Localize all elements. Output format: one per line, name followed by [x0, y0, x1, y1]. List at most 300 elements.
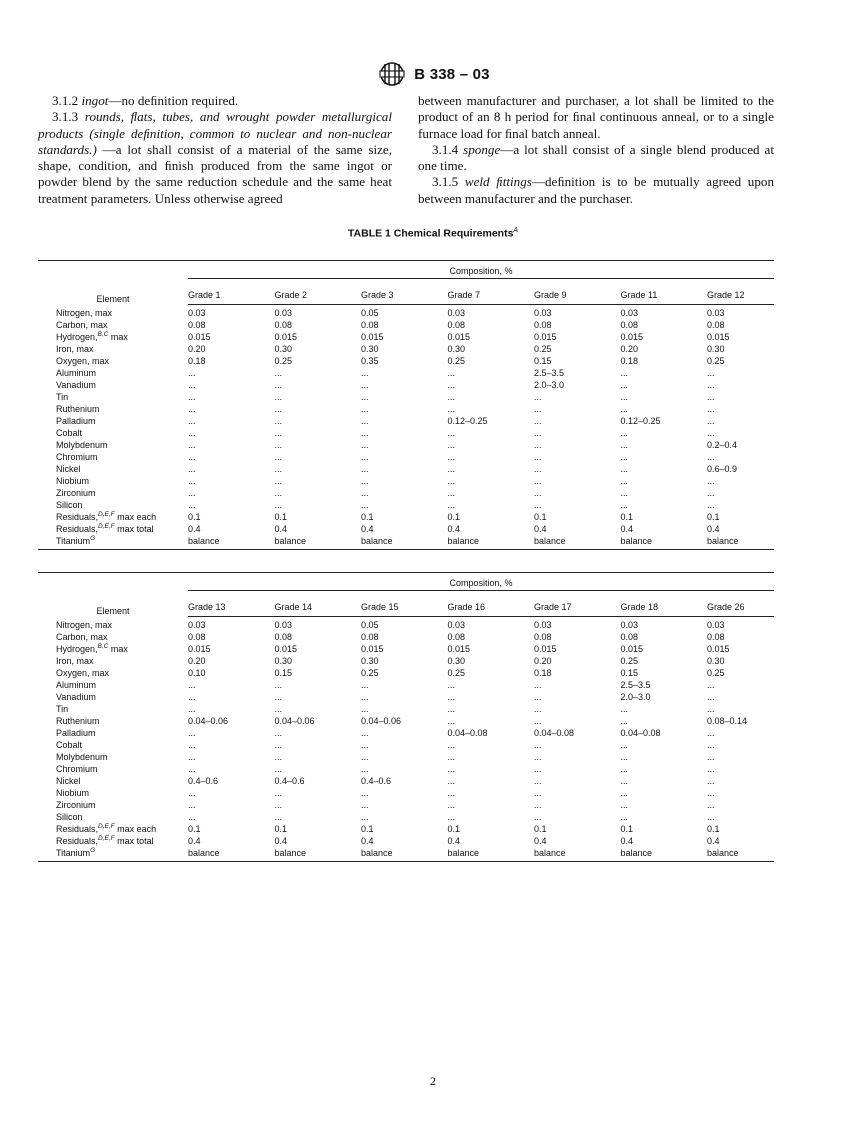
- table-row: [38, 617, 774, 632]
- composition-value: 0.4: [534, 836, 547, 846]
- composition-value: 0.08: [361, 320, 379, 330]
- table-row: [38, 499, 774, 511]
- composition-value: 0.03: [447, 620, 466, 630]
- composition-value: ...: [274, 452, 283, 462]
- grade-header: Grade 11: [621, 279, 708, 305]
- composition-value: 0.25: [447, 668, 466, 678]
- composition-value: 0.35: [361, 356, 379, 366]
- composition-value: ...: [620, 452, 629, 462]
- composition-value: 0.25: [274, 356, 293, 366]
- composition-value: ...: [188, 752, 196, 762]
- grade-header: Grade 9: [534, 279, 621, 305]
- composition-value: ...: [707, 476, 715, 486]
- right-text-column: [418, 93, 774, 207]
- composition-value: ...: [707, 428, 715, 438]
- element-label: Aluminum: [56, 368, 97, 378]
- composition-value: ...: [188, 368, 196, 378]
- table-title: [0, 227, 866, 240]
- table-row: [38, 655, 774, 667]
- composition-value: ...: [361, 800, 369, 810]
- section-3-1-4: [418, 142, 774, 175]
- composition-value: 0.04–0.08: [620, 728, 661, 738]
- composition-value: ...: [534, 416, 542, 426]
- composition-value: 0.03: [447, 308, 466, 318]
- composition-value: ...: [707, 368, 715, 378]
- element-name: [38, 343, 188, 355]
- composition-value: 0.4–0.6: [188, 776, 219, 786]
- composition-value: ...: [620, 704, 629, 714]
- composition-value: balance: [275, 847, 362, 862]
- composition-value: 0.08: [620, 632, 639, 642]
- element-label: Residuals,: [56, 512, 99, 522]
- composition-value: ...: [534, 680, 542, 690]
- composition-value: 0.1: [274, 512, 288, 522]
- grade-header: Grade 12: [707, 279, 774, 305]
- element-label: Oxygen, max: [56, 668, 110, 678]
- table-row: [38, 415, 774, 427]
- composition-value: ...: [534, 716, 542, 726]
- composition-value: ...: [620, 488, 629, 498]
- composition-value: 0.1: [274, 824, 288, 834]
- composition-value: 0.4: [361, 524, 374, 534]
- composition-value: ...: [534, 800, 542, 810]
- grade-header: Grade 26: [707, 591, 774, 617]
- composition-value: 0.015: [361, 644, 384, 654]
- composition-value: ...: [534, 752, 542, 762]
- composition-value: 0.25: [361, 668, 379, 678]
- composition-value: ...: [620, 404, 629, 414]
- composition-value: ...: [274, 812, 283, 822]
- element-label: Nitrogen, max: [56, 307, 113, 318]
- composition-value: 0.18: [188, 356, 206, 366]
- composition-value: balance: [275, 535, 362, 550]
- composition-value: ...: [534, 740, 542, 750]
- element-label: Chromium: [56, 452, 98, 462]
- composition-value: 0.08: [188, 632, 206, 642]
- element-name: [38, 535, 188, 550]
- composition-value: 0.1: [534, 824, 547, 834]
- composition-value: 0.015: [274, 332, 298, 342]
- element-label: Ruthenium: [56, 716, 100, 726]
- composition-value: ...: [534, 692, 542, 702]
- element-name: [38, 439, 188, 451]
- element-name: [38, 751, 188, 763]
- table-row: [38, 487, 774, 499]
- composition-value: 0.1: [707, 512, 720, 522]
- section-3-1-2: [38, 93, 392, 109]
- element-name: [38, 763, 188, 775]
- table-row: [38, 305, 774, 320]
- page-header: [0, 60, 866, 88]
- composition-value: ...: [620, 392, 629, 402]
- element-name: [38, 511, 188, 523]
- element-label: Iron, max: [56, 344, 94, 354]
- table-row: [38, 367, 774, 379]
- footnote-mark: G: [90, 535, 96, 542]
- composition-value: 0.08: [361, 632, 379, 642]
- composition-value: 0.08: [274, 632, 293, 642]
- composition-value: 0.08: [188, 320, 206, 330]
- table-row: [38, 331, 774, 343]
- composition-value: balance: [621, 535, 708, 550]
- composition-value: ...: [447, 488, 456, 498]
- element-label: Residuals,: [56, 836, 99, 846]
- composition-value: ...: [534, 764, 542, 774]
- composition-value: ...: [620, 380, 629, 390]
- element-label: Aluminum: [56, 680, 97, 690]
- composition-value: 0.015: [447, 644, 471, 654]
- composition-value: ...: [534, 464, 542, 474]
- composition-value: ...: [361, 692, 369, 702]
- element-name: [38, 643, 188, 655]
- element-name: [38, 475, 188, 487]
- composition-value: ...: [188, 464, 196, 474]
- composition-value: ...: [620, 476, 629, 486]
- table-row: [38, 835, 774, 847]
- composition-value: 0.4: [188, 836, 201, 846]
- element-name: [38, 667, 188, 679]
- element-label: Niobium: [56, 788, 90, 798]
- element-label: Titanium: [56, 848, 91, 858]
- composition-value: ...: [534, 788, 542, 798]
- composition-value: 0.015: [707, 644, 730, 654]
- composition-value: ...: [620, 812, 629, 822]
- element-label: Cobalt: [56, 428, 83, 438]
- composition-value: ...: [188, 812, 196, 822]
- composition-value: 0.03: [274, 620, 293, 630]
- composition-value: 0.30: [447, 656, 466, 666]
- composition-value: ...: [447, 704, 456, 714]
- element-name: [38, 403, 188, 415]
- composition-value: ...: [707, 812, 715, 822]
- composition-value: ...: [447, 380, 456, 390]
- composition-value: ...: [188, 428, 196, 438]
- element-name: [38, 727, 188, 739]
- composition-value: ...: [447, 404, 456, 414]
- composition-value: ...: [274, 464, 283, 474]
- composition-value: 0.20: [188, 656, 206, 666]
- element-label: Vanadium: [56, 692, 96, 702]
- composition-value: 0.08: [707, 632, 725, 642]
- element-header: Element: [38, 573, 188, 617]
- composition-value: ...: [274, 500, 283, 510]
- term: rounds, ﬂats, tubes, and wrought powder metallurgical products (single deﬁnition, common to nuclear and non-nuclear standards.): [38, 109, 392, 157]
- composition-value: ...: [361, 812, 369, 822]
- composition-value: ...: [274, 704, 283, 714]
- composition-value: ...: [361, 740, 369, 750]
- composition-value: ...: [188, 440, 196, 450]
- composition-value: ...: [361, 416, 369, 426]
- composition-value: 0.015: [188, 332, 211, 342]
- composition-value: 0.08: [534, 320, 552, 330]
- grade-header: Grade 15: [361, 591, 448, 617]
- composition-value: ...: [361, 440, 369, 450]
- composition-value: 0.04–0.06: [361, 716, 402, 726]
- grade-header: Grade 13: [188, 591, 275, 617]
- element-label: Niobium: [56, 476, 90, 486]
- chemical-requirements-table-part1: [38, 260, 774, 550]
- composition-value: 0.1: [361, 824, 374, 834]
- table-row: [38, 739, 774, 751]
- composition-value: 0.1: [534, 512, 547, 522]
- composition-value: ...: [274, 368, 283, 378]
- grade-header: Grade 1: [188, 279, 275, 305]
- composition-value: 0.03: [274, 308, 293, 318]
- element-label: Ruthenium: [56, 404, 100, 414]
- table-row: [38, 787, 774, 799]
- grade-header: Grade 14: [275, 591, 362, 617]
- composition-value: 0.015: [361, 332, 384, 342]
- page-number: 2: [430, 1074, 436, 1088]
- composition-value: 0.25: [620, 656, 639, 666]
- composition-value: ...: [534, 476, 542, 486]
- element-qualifier: max total: [114, 836, 154, 846]
- composition-value: 0.4–0.6: [361, 776, 392, 786]
- element-name: [38, 427, 188, 439]
- composition-value: 0.30: [447, 344, 466, 354]
- table-row: [38, 691, 774, 703]
- element-label: Zirconium: [56, 488, 96, 498]
- composition-value: ...: [447, 428, 456, 438]
- composition-value: 0.03: [188, 308, 206, 318]
- element-name: [38, 617, 188, 632]
- composition-value: 0.4: [534, 524, 547, 534]
- composition-value: 0.18: [534, 668, 552, 678]
- element-name: [38, 355, 188, 367]
- composition-value: 0.03: [188, 620, 206, 630]
- composition-value: ...: [361, 380, 369, 390]
- table-row: [38, 751, 774, 763]
- element-label: Zirconium: [56, 800, 96, 810]
- table-row: [38, 667, 774, 679]
- composition-value: ...: [447, 692, 456, 702]
- composition-value: 0.15: [620, 668, 639, 678]
- composition-value: ...: [534, 452, 542, 462]
- element-name: [38, 631, 188, 643]
- composition-value: 0.04–0.06: [188, 716, 229, 726]
- composition-value: 0.1: [361, 512, 374, 522]
- composition-value: 0.03: [534, 620, 552, 630]
- composition-value: 0.03: [534, 308, 552, 318]
- composition-value: 0.20: [620, 344, 639, 354]
- composition-value: 0.1: [707, 824, 720, 834]
- composition-value: ...: [620, 740, 629, 750]
- composition-value: 0.10: [188, 668, 206, 678]
- composition-value: 0.18: [620, 356, 639, 366]
- composition-value: 0.20: [188, 344, 206, 354]
- element-label: Oxygen, max: [56, 356, 110, 366]
- section-3-1-5: [418, 174, 774, 207]
- element-name: [38, 691, 188, 703]
- element-label: Carbon, max: [56, 320, 108, 330]
- section-3-1-3: [38, 109, 392, 207]
- composition-value: 0.30: [361, 344, 379, 354]
- composition-value: 0.4: [447, 836, 461, 846]
- composition-value: ...: [447, 776, 456, 786]
- composition-value: 0.04–0.06: [274, 716, 315, 726]
- composition-value: 0.2–0.4: [707, 440, 738, 450]
- definition-text: —a lot shall consist of a single blend produced at one time.: [418, 141, 774, 174]
- composition-value: ...: [361, 764, 369, 774]
- element-name: [38, 799, 188, 811]
- element-name: [38, 715, 188, 727]
- table-row: [38, 439, 774, 451]
- element-name: [38, 811, 188, 823]
- composition-value: 0.4: [707, 836, 720, 846]
- element-name: [38, 305, 188, 320]
- element-label: Palladium: [56, 416, 96, 426]
- section-number: 3.1.3: [52, 109, 79, 125]
- composition-value: 0.30: [274, 344, 293, 354]
- composition-value: 0.4: [188, 524, 201, 534]
- composition-value: 0.4: [274, 836, 288, 846]
- footnote-mark: D,E,F: [98, 823, 115, 830]
- term: sponge: [463, 141, 501, 157]
- composition-value: ...: [361, 752, 369, 762]
- section-number: 3.1.4: [432, 141, 459, 157]
- composition-value: ...: [188, 800, 196, 810]
- composition-value: ...: [620, 440, 629, 450]
- table-row: [38, 391, 774, 403]
- element-name: [38, 331, 188, 343]
- element-label: Vanadium: [56, 380, 96, 390]
- element-name: [38, 451, 188, 463]
- composition-value: 0.015: [447, 332, 471, 342]
- definition-text: —deﬁnition is to be mutually agreed upon between manufacturer and the purchaser.: [418, 174, 774, 206]
- composition-value: ...: [361, 404, 369, 414]
- composition-value: 0.30: [707, 656, 725, 666]
- composition-value: ...: [447, 392, 456, 402]
- composition-value: 0.6–0.9: [707, 464, 738, 474]
- element-name: [38, 655, 188, 667]
- element-name: [38, 463, 188, 475]
- element-qualifier: max each: [114, 824, 157, 834]
- composition-value: 0.03: [707, 308, 725, 318]
- standard-designation: B 338 – 03: [414, 65, 490, 83]
- grade-header: Grade 16: [448, 591, 535, 617]
- composition-value: 0.12–0.25: [447, 416, 488, 426]
- composition-value: 0.03: [620, 308, 639, 318]
- section-number: 3.1.2: [52, 93, 79, 108]
- composition-value: ...: [707, 788, 715, 798]
- table-row: [38, 451, 774, 463]
- element-label: Nickel: [56, 776, 81, 786]
- composition-value: balance: [448, 535, 535, 550]
- composition-value: ...: [620, 752, 629, 762]
- element-name: [38, 319, 188, 331]
- composition-value: ...: [274, 764, 283, 774]
- composition-value: 0.1: [620, 824, 634, 834]
- composition-value: balance: [188, 847, 275, 862]
- composition-value: ...: [274, 680, 283, 690]
- composition-value: 0.05: [361, 620, 379, 630]
- composition-value: ...: [361, 704, 369, 714]
- table-row: [38, 463, 774, 475]
- composition-value: ...: [447, 752, 456, 762]
- composition-value: ...: [447, 812, 456, 822]
- table-row: [38, 811, 774, 823]
- composition-value: balance: [621, 847, 708, 862]
- composition-value: ...: [274, 416, 283, 426]
- element-name: [38, 367, 188, 379]
- composition-value: ...: [707, 416, 715, 426]
- composition-value: 0.30: [361, 656, 379, 666]
- composition-value: ...: [707, 776, 715, 786]
- composition-value: ...: [707, 692, 715, 702]
- composition-value: 0.4: [447, 524, 461, 534]
- composition-value: ...: [188, 764, 196, 774]
- section-number: 3.1.5: [432, 174, 459, 190]
- element-name: [38, 415, 188, 427]
- composition-value: ...: [188, 392, 196, 402]
- table-row: [38, 703, 774, 715]
- composition-value: ...: [361, 680, 369, 690]
- composition-value: ...: [188, 740, 196, 750]
- composition-value: ...: [274, 476, 283, 486]
- definition-text: —no deﬁnition required.: [108, 93, 239, 108]
- composition-value: 0.05: [361, 308, 379, 318]
- table-row: [38, 679, 774, 691]
- composition-value: balance: [534, 847, 621, 862]
- composition-value: ...: [361, 392, 369, 402]
- composition-value: ...: [361, 488, 369, 498]
- element-label: Iron, max: [56, 656, 94, 666]
- composition-value: 0.08: [534, 632, 552, 642]
- composition-value: ...: [188, 704, 196, 714]
- table-row: [38, 823, 774, 835]
- composition-value: ...: [620, 764, 629, 774]
- element-qualifier: max total: [114, 524, 154, 534]
- element-label: Silicon: [56, 500, 83, 510]
- composition-value: balance: [707, 847, 774, 862]
- composition-value: ...: [361, 788, 369, 798]
- composition-value: ...: [361, 476, 369, 486]
- composition-value: ...: [188, 416, 196, 426]
- table-row: [38, 775, 774, 787]
- composition-value: ...: [534, 500, 542, 510]
- composition-value: ...: [620, 788, 629, 798]
- composition-value: ...: [274, 740, 283, 750]
- composition-value: 0.015: [707, 332, 730, 342]
- composition-value: ...: [620, 800, 629, 810]
- element-name: [38, 379, 188, 391]
- table-row: [38, 763, 774, 775]
- grade-header: Grade 3: [361, 279, 448, 305]
- composition-value: ...: [707, 500, 715, 510]
- composition-value: ...: [447, 464, 456, 474]
- composition-value: ...: [707, 728, 715, 738]
- element-label: Tin: [56, 704, 69, 714]
- element-name: [38, 847, 188, 862]
- composition-value: ...: [620, 716, 629, 726]
- composition-value: ...: [274, 392, 283, 402]
- table-row: [38, 631, 774, 643]
- element-label: Residuals,: [56, 524, 99, 534]
- composition-value: ...: [534, 488, 542, 498]
- table-row: [38, 427, 774, 439]
- composition-value: ...: [534, 404, 542, 414]
- composition-value: ...: [361, 428, 369, 438]
- composition-value: 0.04–0.08: [534, 728, 575, 738]
- composition-value: 0.4: [620, 836, 634, 846]
- composition-value: ...: [274, 752, 283, 762]
- element-label: Molybdenum: [56, 752, 108, 762]
- composition-value: balance: [448, 847, 535, 862]
- composition-value: ...: [707, 752, 715, 762]
- composition-value: ...: [447, 500, 456, 510]
- composition-value: 0.4–0.6: [274, 776, 305, 786]
- composition-value: balance: [361, 535, 448, 550]
